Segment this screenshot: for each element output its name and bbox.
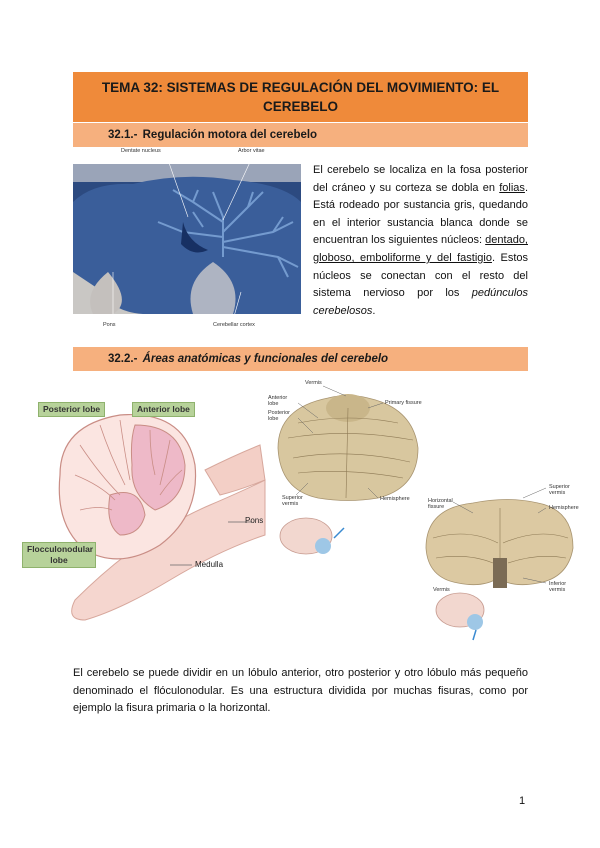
para1-folias: folias: [499, 181, 525, 194]
label-hemisphere: Hemisphere: [380, 496, 410, 502]
para1-part2: . Está rodeado por sustancia gris, quedando en el interior sustancia blanca donde se encuentran los siguientes núcleos:: [313, 181, 528, 247]
label-primary-fissure: Primary fissure: [385, 400, 422, 406]
section-2-heading: [73, 347, 528, 371]
para1-peduncles: pedúnculos cerebelosos: [313, 287, 528, 317]
label-vermis-2: Vermis: [433, 587, 450, 593]
label-superior-vermis-2: Superior vermis: [549, 484, 570, 496]
cerebellum-section-figure: [73, 148, 301, 328]
page-title: [73, 72, 528, 122]
label-superior-vermis: Superior vermis: [282, 495, 303, 507]
lobes-paragraph: El cerebelo se puede dividir en un lóbulo anterior, otro posterior y otro lóbulo más pequeño denominado el flóculonodular. Es una estructura dividida por muchas fisuras, como por ejemplo la fisura primaria o la horizontal.: [73, 667, 528, 715]
cerebellum-photos-image: [268, 378, 578, 648]
para1-nuclei: dentado, globoso, emboliforme y del fastigio: [313, 234, 528, 264]
para1-part3: . Estos núcleos se conectan con el resto del sistema nervioso por los: [313, 251, 528, 300]
label-medulla: Medulla: [195, 560, 224, 569]
intro-paragraph: [313, 162, 528, 320]
label-cerebellar-cortex: Cerebellar cortex: [213, 322, 255, 328]
label-posterior-lobe-photo: Posterior lobe: [268, 410, 291, 422]
label-posterior-lobe: Posterior lobe: [38, 402, 105, 417]
para1-part1: El cerebelo se localiza en la fosa posterior del cráneo y su corteza se dobla en: [313, 164, 528, 194]
label-horizontal-fissure: Horizontal fissure: [428, 498, 453, 510]
label-dentate-nucleus: Dentate nucleus: [121, 148, 161, 154]
para1-part4: .: [372, 304, 376, 317]
section-2-title: Áreas anatómicas y funcionales del cerebelo: [142, 353, 389, 365]
label-flocculonodular-lobe: Flocculonodular lobe: [22, 542, 96, 568]
label-hemisphere-2: Hemisphere: [549, 505, 579, 511]
label-pons: Pons: [103, 322, 116, 328]
page-number: 1: [519, 795, 526, 807]
page-title-text: TEMA 32: SISTEMAS DE REGULACIÓN DEL MOVIMIENTO: EL CEREBELO: [101, 80, 500, 114]
section-1-number: 32.1.-: [108, 129, 138, 141]
section-1-title: Regulación motora del cerebelo: [142, 129, 318, 141]
section-2-number: 32.2.-: [108, 353, 138, 365]
label-pons-2: Pons: [245, 516, 264, 525]
cerebellum-lobes-diagram: [20, 385, 270, 625]
cerebellum-lobes-figure: [20, 385, 270, 625]
cerebellum-section-image: [73, 162, 301, 320]
label-anterior-lobe: Anterior lobe: [132, 402, 195, 417]
cerebellum-photos-figure: [268, 378, 578, 648]
section-1-heading: [73, 123, 528, 147]
label-anterior-lobe-photo: Anterior lobe: [268, 395, 288, 407]
label-arbor-vitae: Arbor vitae: [238, 148, 265, 154]
label-vermis: Vermis: [305, 380, 322, 386]
label-inferior-vermis: Inferior vermis: [549, 581, 567, 593]
